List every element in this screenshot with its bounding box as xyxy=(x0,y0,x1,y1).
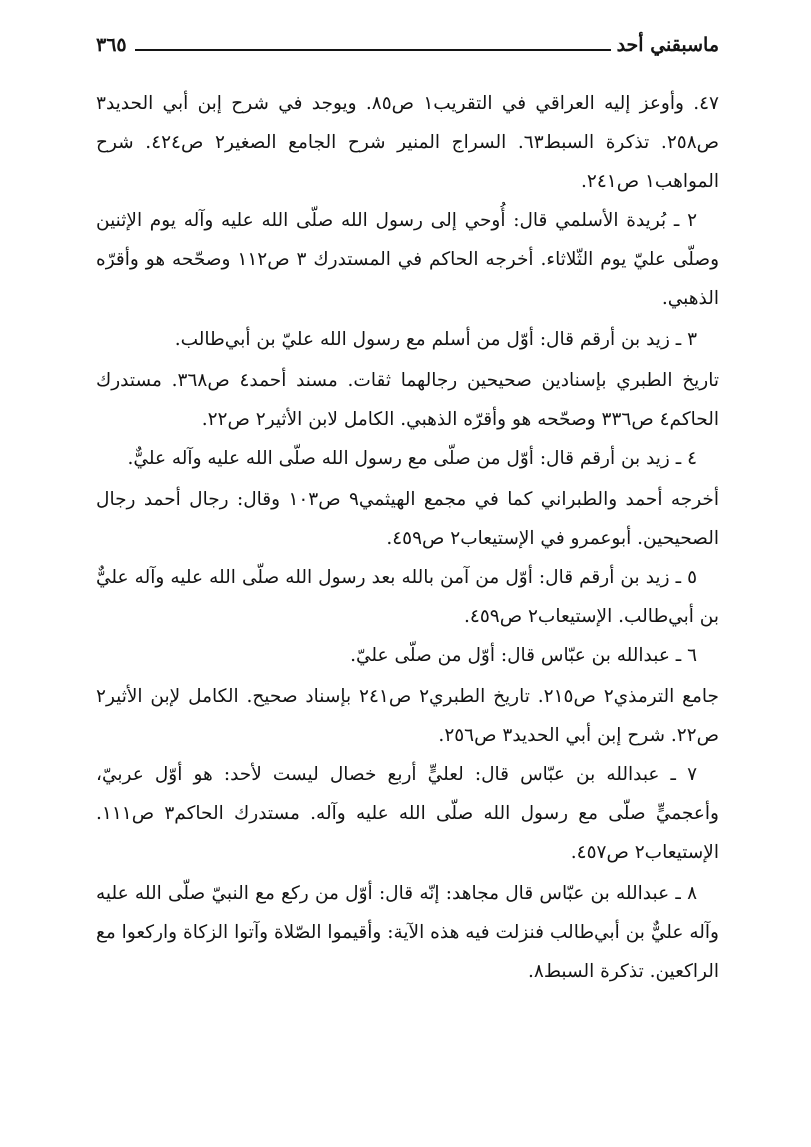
paragraph-6: أخرجه أحمد والطبراني كما في مجمع الهيثمي٩ ص١٠٣ وقال: رجال أحمد رجال الصحيحين. أبوعمرو في الإستيعاب٢ ص٤٥٩. xyxy=(96,489,719,549)
paragraph-10: ٧ ـ عبدالله بن عبّاس قال: لعليٍّ أربع خصال ليست لأحد: هو أوّل عربيّ، وأعجميٍّ صلّى مع رسول الله صلّى الله عليه وآله. مستدرك الحاكم٣ ص١١١. الإستيعاب٢ ص٤٥٧. xyxy=(96,764,719,863)
page-number: ٣٦٥ xyxy=(96,34,127,56)
paragraph-4: تاريخ الطبري بإسنادين صحيحين رجالهما ثقات. مسند أحمد٤ ص٣٦٨. مستدرك الحاكم٤ ص٣٣٦ وصحّحه هو وأقرّه الذهبي. الكامل لابن الأثير٢ ص٢٢. xyxy=(96,370,719,430)
header-rule xyxy=(135,39,611,51)
paragraph-9: جامع الترمذي٢ ص٢١٥. تاريخ الطبري٢ ص٢٤١ بإسناد صحيح. الكامل لإبن الأثير٢ ص٢٢. شرح إبن أبي الحديد٣ ص٢٥٦. xyxy=(96,686,719,746)
paragraph-3: ٣ ـ زيد بن أرقم قال: أوّل من أسلم مع رسول الله عليّ بن أبي‌طالب. xyxy=(174,329,697,350)
paragraph-11: ٨ ـ عبدالله بن عبّاس قال مجاهد: إنّه قال: أوّل من ركع مع النبيّ صلّى الله عليه وآله عليٌّ بن أبي‌طالب فنزلت فيه هذه الآية: وأقيموا الصّلاة وآتوا الزكاة واركعوا مع الراكعين. تذكرة السبط٨. xyxy=(96,883,719,982)
paragraph-2: ٢ ـ بُريدة الأسلمي قال: أُوحي إلى رسول الله صلّى الله عليه وآله يوم الإثنين وصلّى عليّ يوم الثّلاثاء. أخرجه الحاكم في المستدرك ٣ ص١١٢ وصحّحه هو وأقرّه الذهبي. xyxy=(96,210,720,309)
paragraph-5: ٤ ـ زيد بن أرقم قال: أوّل من صلّى مع رسول الله صلّى الله عليه وآله عليٌّ. xyxy=(127,448,697,469)
paragraph-8: ٦ ـ عبدالله بن عبّاس قال: أوّل من صلّى عليّ. xyxy=(350,645,697,666)
paragraph-1: ٤٧. وأوعز إليه العراقي في التقريب١ ص٨٥. ويوجد في شرح إبن أبي الحديد٣ ص٢٥٨. تذكرة السبط٦٣. السراج المنير شرح الجامع الصغير٢ ص٤٢٤. شرح المواهب١ ص٢٤١. xyxy=(96,93,720,192)
page-body xyxy=(96,84,719,991)
page-header xyxy=(96,30,719,60)
paragraph-7: ٥ ـ زيد بن أرقم قال: أوّل من آمن بالله بعد رسول الله صلّى الله عليه وآله عليٌّ بن أبي‌طالب. الإستيعاب٢ ص٤٥٩. xyxy=(96,567,719,627)
running-title: ماسبقني أحد xyxy=(616,34,719,56)
